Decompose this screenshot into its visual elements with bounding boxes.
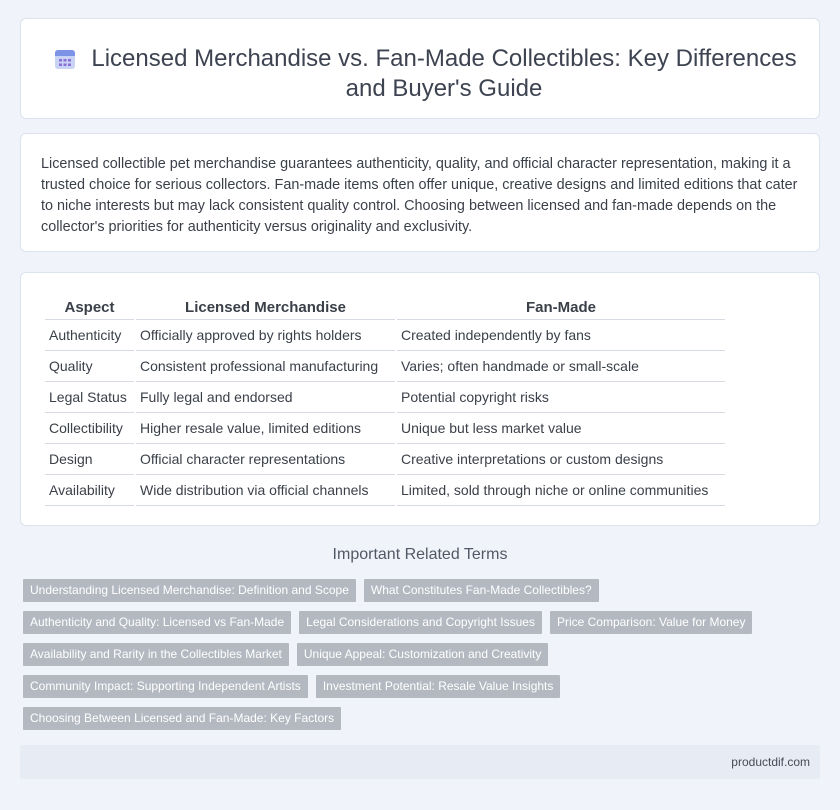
footer bbox=[20, 745, 820, 779]
related-terms-tags bbox=[23, 579, 803, 739]
table-row bbox=[45, 475, 725, 506]
cell-licensed: Officially approved by rights holders bbox=[136, 320, 395, 351]
comparison-table bbox=[43, 294, 727, 506]
cell-licensed: Higher resale value, limited editions bbox=[136, 413, 395, 444]
related-term-tag[interactable]: Choosing Between Licensed and Fan-Made: Key Factors bbox=[23, 707, 341, 730]
related-term-tag[interactable]: Understanding Licensed Merchandise: Definition and Scope bbox=[23, 579, 356, 602]
tag-row bbox=[23, 707, 803, 730]
comparison-table-card bbox=[20, 272, 820, 526]
cell-fan-made: Created independently by fans bbox=[397, 320, 725, 351]
related-term-tag[interactable]: Availability and Rarity in the Collectibles Market bbox=[23, 643, 289, 666]
intro-paragraph: Licensed collectible pet merchandise guarantees authenticity, quality, and official character representation, making it a trusted choice for serious collectors. Fan-made items often offer unique, creative designs and limited editions that cater to niche interests but may lack consistent quality control. Choosing between licensed and fan-made depends on the collector's priorities for authenticity versus originality and exclusivity. bbox=[41, 156, 798, 235]
related-term-tag[interactable]: What Constitutes Fan-Made Collectibles? bbox=[364, 579, 599, 602]
tag-row bbox=[23, 643, 803, 666]
table-row bbox=[45, 382, 725, 413]
table-row bbox=[45, 444, 725, 475]
cell-licensed: Consistent professional manufacturing bbox=[136, 351, 395, 382]
cell-aspect: Legal Status bbox=[45, 382, 134, 413]
related-term-tag[interactable]: Legal Considerations and Copyright Issues bbox=[299, 611, 542, 634]
cell-fan-made: Limited, sold through niche or online communities bbox=[397, 475, 725, 506]
cell-licensed: Fully legal and endorsed bbox=[136, 382, 395, 413]
calendar-icon bbox=[54, 48, 76, 70]
cell-fan-made: Varies; often handmade or small-scale bbox=[397, 351, 725, 382]
table-row bbox=[45, 351, 725, 382]
related-term-tag[interactable]: Price Comparison: Value for Money bbox=[550, 611, 753, 634]
cell-fan-made: Creative interpretations or custom designs bbox=[397, 444, 725, 475]
cell-aspect: Quality bbox=[45, 351, 134, 382]
cell-fan-made: Potential copyright risks bbox=[397, 382, 725, 413]
header-licensed: Licensed Merchandise bbox=[136, 294, 395, 320]
page-title: Licensed Merchandise vs. Fan-Made Collectibles: Key Differences and Buyer's Guide bbox=[91, 45, 797, 102]
related-term-tag[interactable]: Unique Appeal: Customization and Creativity bbox=[297, 643, 548, 666]
tag-row bbox=[23, 675, 803, 698]
cell-aspect: Collectibility bbox=[45, 413, 134, 444]
tag-row bbox=[23, 611, 803, 634]
related-term-tag[interactable]: Investment Potential: Resale Value Insights bbox=[316, 675, 561, 698]
cell-licensed: Official character representations bbox=[136, 444, 395, 475]
tag-row bbox=[23, 579, 803, 602]
cell-aspect: Design bbox=[45, 444, 134, 475]
related-terms-title: Important Related Terms bbox=[332, 546, 508, 563]
header-card bbox=[20, 18, 820, 119]
table-row bbox=[45, 413, 725, 444]
table-header-row bbox=[45, 294, 725, 320]
intro-card bbox=[20, 133, 820, 252]
table-body bbox=[45, 320, 725, 506]
table-row bbox=[45, 320, 725, 351]
header-fan-made: Fan-Made bbox=[397, 294, 725, 320]
footer-site[interactable]: productdif.com bbox=[731, 755, 810, 769]
cell-aspect: Availability bbox=[45, 475, 134, 506]
cell-aspect: Authenticity bbox=[45, 320, 134, 351]
related-term-tag[interactable]: Authenticity and Quality: Licensed vs Fan-Made bbox=[23, 611, 291, 634]
cell-fan-made: Unique but less market value bbox=[397, 413, 725, 444]
related-term-tag[interactable]: Community Impact: Supporting Independent Artists bbox=[23, 675, 308, 698]
cell-licensed: Wide distribution via official channels bbox=[136, 475, 395, 506]
header-aspect: Aspect bbox=[45, 294, 134, 320]
